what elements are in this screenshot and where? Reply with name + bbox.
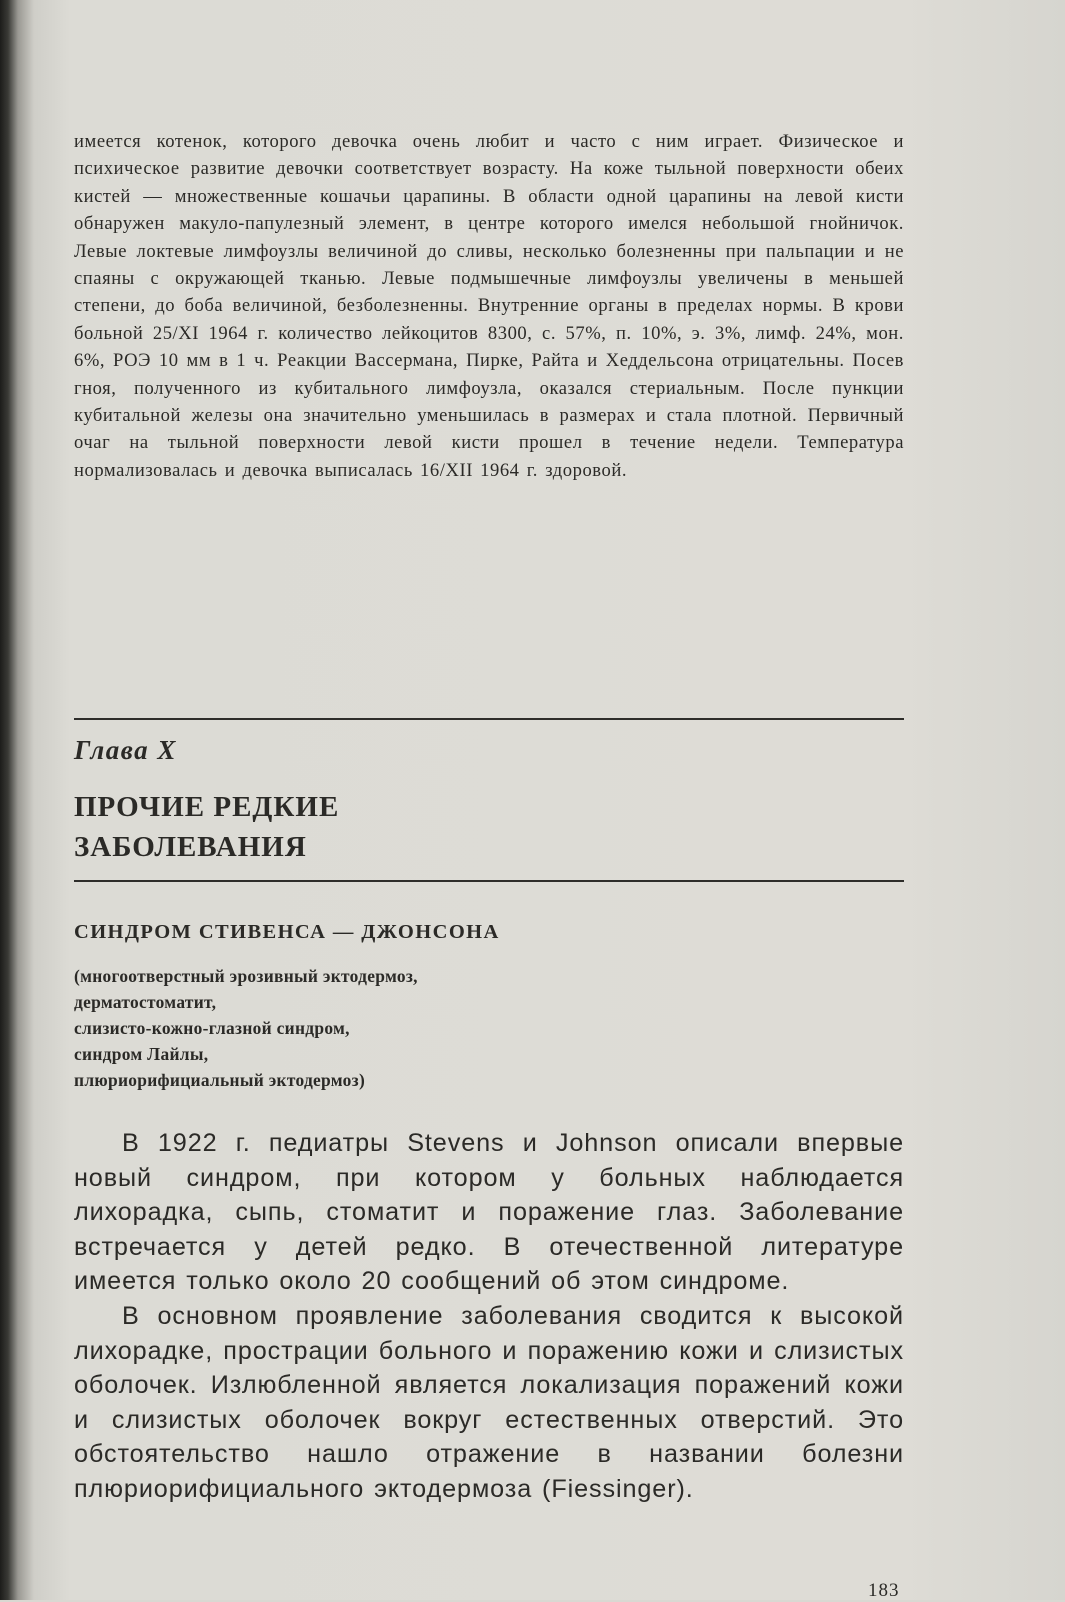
chapter-title-line: ПРОЧИЕ РЕДКИЕ (74, 791, 340, 823)
synonym-line: слизисто-кожно-глазной синдром, (74, 1018, 350, 1038)
synonym-line: дерматостоматит, (74, 992, 217, 1012)
case-report-text (74, 128, 904, 484)
synonym-line: синдром Лайлы, (74, 1044, 209, 1064)
chapter-title-line: ЗАБОЛЕВАНИЯ (74, 831, 307, 863)
body-text (74, 1126, 904, 1507)
body-paragraph: В 1922 г. педиатры Stevens и Johnson описали впервые новый синдром, при котором у больных наблюдается лихорадка, сыпь, стоматит и поражение глаз. Заболевание встречается у детей редко. В отечественной литературе имеется только около 20 сообщений об этом синдроме. (74, 1129, 904, 1296)
chapter-label: Глава X (74, 735, 177, 765)
chapter-bottom-rule (74, 880, 904, 882)
page-number: 183 (868, 1580, 900, 1601)
synonym-line: (многоотверстный эрозивный эктодермоз, (74, 966, 418, 986)
case-report-paragraph: имеется котенок, которого девочка очень любит и часто с ним играет. Физическое и психическое развитие девочки соответствует возрасту. На коже тыльной поверхности обеих кистей — множественные кошачьи царапины. В области одной царапины на левой кисти обнаружен макуло-папулезный элемент, в центре которого имелся небольшой гнойничок. Левые локтевые лимфоузлы величиной до сливы, несколько болезненны при пальпации и не спаяны с окружающей тканью. Левые подмышечные лимфоузлы увеличены в меньшей степени, до боба величиной, безболезненны. Внутренние органы в пределах нормы. В крови больной 25/XI 1964 г. количество лейкоцитов 8300, с. 57%, п. 10%, э. 3%, лимф. 24%, мон. 6%, РОЭ 10 мм в 1 ч. Реакции Вассермана, Пирке, Райта и Хеддельсона отрицательны. Посев гноя, полученного из кубитального лимфоузла, оказался стериальным. После пункции кубитальной железы она значительно уменьшилась в размерах и стала плотной. Первичный очаг на тыльной поверхности левой кисти прошел в течение недели. Температура нормализовалась и девочка выписалась 16/XII 1964 г. здоровой. (74, 131, 904, 481)
body-paragraph: В основном проявление заболевания сводится к высокой лихорадке, прострации больного и поражению кожи и слизистых оболочек. Излюбленной является локализация поражений кожи и слизистых оболочек вокруг естественных отверстий. Это обстоятельство нашло отражение в названии болезни плюриорифициального эктодермоза (Fiessinger). (74, 1301, 904, 1503)
synonyms-list (74, 963, 904, 1093)
synonym-line: плюриорифициальный эктодермоз) (74, 1070, 366, 1090)
chapter-title (74, 787, 904, 867)
section-title: СИНДРОМ СТИВЕНСА — ДЖОНСОНА (74, 921, 500, 943)
chapter-top-rule (74, 718, 904, 720)
